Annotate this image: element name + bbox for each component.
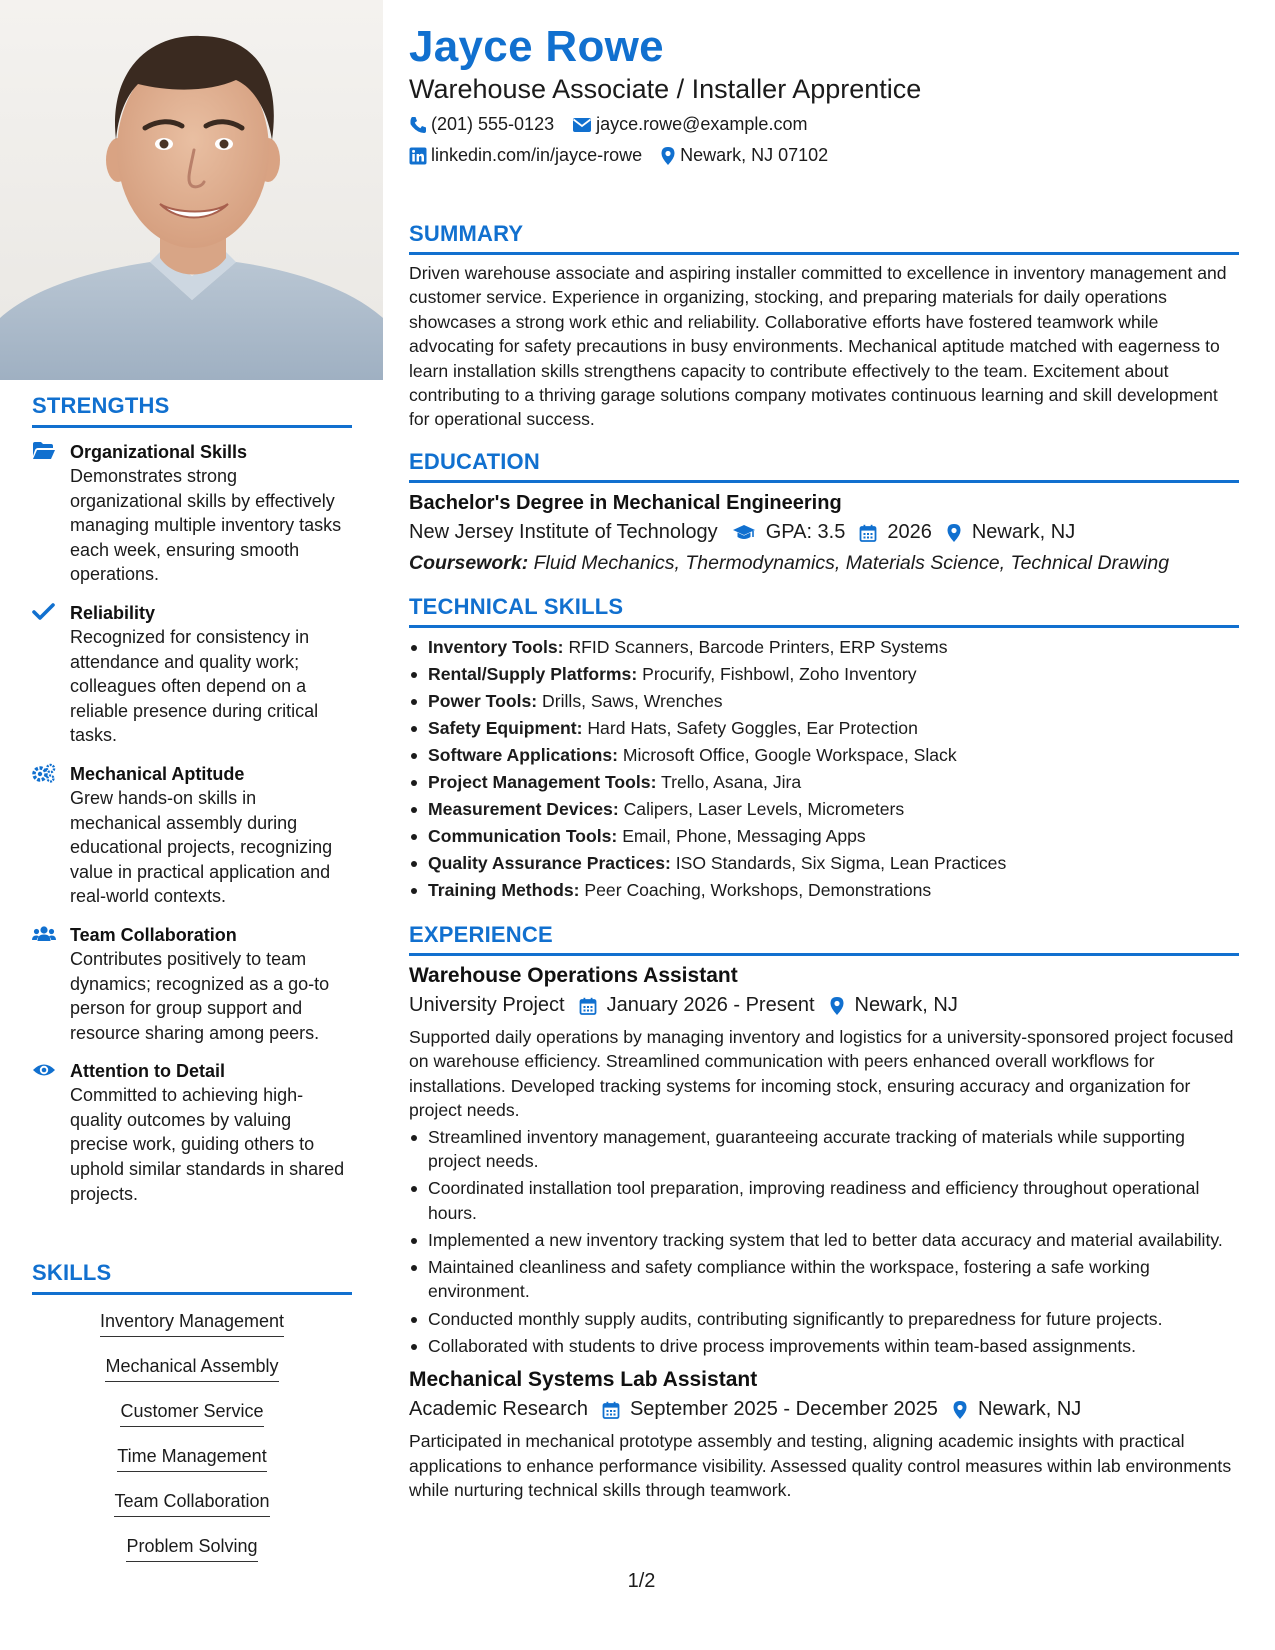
strengths-heading: STRENGTHS xyxy=(32,393,170,418)
summary-heading: SUMMARY xyxy=(409,221,524,246)
portrait-illustration xyxy=(0,0,383,380)
strength-title: Attention to Detail xyxy=(70,1061,225,1082)
strength-item xyxy=(32,440,352,587)
coursework-list: Fluid Mechanics, Thermodynamics, Materials Science, Technical Drawing xyxy=(533,552,1170,574)
strength-description: Grew hands-on skills in mechanical assembly during educational projects, recognizing value in practical application and real-world contexts. xyxy=(70,787,333,907)
linkedin-contact[interactable] xyxy=(409,145,642,166)
experience-section xyxy=(409,922,1239,1502)
skill-tag: Inventory Management xyxy=(100,1309,284,1337)
school-name: New Jersey Institute of Technology xyxy=(409,521,718,543)
map-pin-icon xyxy=(829,996,845,1016)
job-meta xyxy=(409,994,1239,1017)
summary-section xyxy=(409,221,1239,432)
list-item xyxy=(409,797,1239,821)
skill-values: Calipers, Laser Levels, Micrometers xyxy=(623,799,905,819)
calendar-icon xyxy=(859,524,877,542)
summary-divider xyxy=(409,252,1239,255)
skill-values: Hard Hats, Safety Goggles, Ear Protection xyxy=(587,718,918,738)
job-description: Participated in mechanical prototype assembly and testing, aligning academic insights with practical applications to enhance performance visibility. Assessed quality control measures within lab environments while nurturing technical skills through teamwork. xyxy=(409,1431,1232,1501)
list-item xyxy=(409,770,1239,794)
gears-icon xyxy=(32,763,56,783)
linkedin-icon xyxy=(409,147,427,165)
list-item xyxy=(409,851,1239,875)
strength-title: Team Collaboration xyxy=(70,924,237,945)
skill-category: Safety Equipment: xyxy=(428,718,583,738)
list-item xyxy=(409,662,1239,686)
job-location-item xyxy=(829,994,958,1017)
map-pin-icon xyxy=(660,146,676,166)
education-divider xyxy=(409,480,1239,483)
skill-tag: Team Collaboration xyxy=(114,1489,269,1517)
education-location-item xyxy=(946,521,1075,544)
list-item xyxy=(409,878,1239,902)
contact-row xyxy=(409,114,825,135)
job-organization: Academic Research xyxy=(409,1398,588,1421)
degree-title: Bachelor's Degree in Mechanical Engineering xyxy=(409,492,842,514)
skill-values: Procurify, Fishbowl, Zoho Inventory xyxy=(642,664,917,684)
list-item xyxy=(409,689,1239,713)
page-number: 1/2 xyxy=(627,1570,656,1592)
job-dates: September 2025 - December 2025 xyxy=(629,1398,938,1421)
skill-category: Measurement Devices: xyxy=(428,799,619,819)
profile-photo xyxy=(0,0,383,380)
calendar-icon xyxy=(602,1401,620,1419)
list-item: Maintained cleanliness and safety compliance within the workspace, fostering a safe working environment. xyxy=(409,1255,1239,1304)
list-item: Collaborated with students to drive process improvements within team-based assignments. xyxy=(409,1334,1239,1358)
skill-category: Software Applications: xyxy=(428,745,618,765)
job-organization: University Project xyxy=(409,994,565,1016)
skill-tag: Time Management xyxy=(117,1444,266,1472)
job-dates-item xyxy=(602,1398,938,1421)
job-bullets xyxy=(409,1125,1239,1359)
phone-contact xyxy=(409,114,554,135)
skill-category: Quality Assurance Practices: xyxy=(428,853,671,873)
check-icon xyxy=(32,602,56,622)
job-dates: January 2026 - Present xyxy=(606,994,815,1016)
linkedin-url[interactable]: linkedin.com/in/jayce-rowe xyxy=(431,145,643,165)
folder-open-icon xyxy=(32,441,56,461)
list-item xyxy=(409,635,1239,659)
strength-description: Committed to achieving high-quality outcomes by valuing precise work, guiding others to uphold similar standards in shared projects. xyxy=(70,1085,345,1204)
education-meta xyxy=(409,521,1239,544)
strength-title: Organizational Skills xyxy=(70,442,248,462)
technical-skills-heading: TECHNICAL SKILLS xyxy=(409,594,624,619)
skill-category: Power Tools: xyxy=(428,691,538,711)
job-location: Newark, NJ xyxy=(977,1398,1082,1421)
experience-heading: EXPERIENCE xyxy=(409,922,553,947)
strengths-section xyxy=(32,393,352,1206)
job-title: Mechanical Systems Lab Assistant xyxy=(409,1368,758,1392)
job-location: Newark, NJ xyxy=(854,994,958,1016)
phone-icon xyxy=(409,116,427,134)
strength-item xyxy=(32,762,352,909)
technical-skills-section xyxy=(409,594,1239,905)
technical-skills-divider xyxy=(409,625,1239,628)
job-location-item xyxy=(952,1398,1081,1421)
job-meta xyxy=(409,1398,1239,1421)
skill-values: Email, Phone, Messaging Apps xyxy=(622,826,866,846)
strength-description: Contributes positively to team dynamics; recognized as a go-to person for group support and resource sharing among peers. xyxy=(70,948,330,1043)
skill-tag: Problem Solving xyxy=(126,1534,257,1562)
map-pin-icon xyxy=(946,523,962,543)
location-text: Newark, NJ 07102 xyxy=(680,145,829,165)
envelope-icon xyxy=(572,117,592,133)
skill-values: Drills, Saws, Wrenches xyxy=(542,691,723,711)
skill-values: ISO Standards, Six Sigma, Lean Practices xyxy=(675,853,1007,873)
graduation-cap-icon xyxy=(732,524,756,542)
users-icon xyxy=(32,924,56,944)
email-contact[interactable] xyxy=(572,114,807,135)
skill-category: Project Management Tools: xyxy=(428,772,657,792)
strengths-divider xyxy=(32,425,352,428)
gpa-item xyxy=(732,521,846,544)
technical-skills-list xyxy=(409,635,1239,902)
job-entry xyxy=(409,964,1239,1358)
job-title: Warehouse Operations Assistant xyxy=(409,964,738,987)
strength-item xyxy=(32,601,352,748)
skill-category: Inventory Tools: xyxy=(428,637,564,657)
skill-values: Trello, Asana, Jira xyxy=(661,772,802,792)
skills-section xyxy=(32,1260,352,1579)
strength-description: Recognized for consistency in attendance and quality work; colleagues often depend on a reliable presence during critical tasks. xyxy=(70,626,319,746)
phone-number: (201) 555-0123 xyxy=(431,114,555,134)
skill-tag: Mechanical Assembly xyxy=(105,1354,278,1382)
gpa-value: GPA: 3.5 xyxy=(765,521,846,543)
skill-values: Peer Coaching, Workshops, Demonstrations xyxy=(584,880,932,900)
summary-text: Driven warehouse associate and aspiring installer committed to excellence in inventory management and customer service. Experience in organizing, stocking, and preparing materials for daily operations showcases a strong work ethic and reliability. Collaborative efforts have fostered teamwork while advocating for safety precautions in busy environments. Mechanical aptitude matched with eagerness to learn installation skills strengthens capacity to contribute effectively to the team. Excitement about contributing to a thriving garage solutions company motivates continuous learning and skill development for operational success. xyxy=(409,263,1227,430)
strength-description: Demonstrates strong organizational skills by effectively managing multiple inventory tasks each week, ensuring smooth operations. xyxy=(70,466,342,585)
skill-values: Microsoft Office, Google Workspace, Slack xyxy=(622,745,957,765)
coursework-label: Coursework: xyxy=(409,552,529,574)
skills-list xyxy=(32,1309,352,1579)
skills-heading: SKILLS xyxy=(32,1260,112,1285)
list-item xyxy=(409,824,1239,848)
education-location: Newark, NJ xyxy=(971,521,1076,543)
strength-title: Reliability xyxy=(70,602,156,623)
experience-divider xyxy=(409,953,1239,956)
job-description: Supported daily operations by managing inventory and logistics for a university-sponsored project focused on warehouse efficiency. Streamlined communication with peers enhanced overall workflows for installations. Developed tracking systems for incoming stock, ensuring accuracy and organization for project needs. xyxy=(409,1027,1234,1121)
sidebar xyxy=(0,0,383,1650)
job-entry xyxy=(409,1368,1239,1502)
skill-category: Communication Tools: xyxy=(428,826,618,846)
email-address[interactable]: jayce.rowe@example.com xyxy=(596,114,808,134)
list-item: Streamlined inventory management, guaranteeing accurate tracking of materials while supporting project needs. xyxy=(409,1125,1239,1174)
list-item xyxy=(409,743,1239,767)
job-dates-item xyxy=(579,994,815,1017)
strength-item xyxy=(32,923,352,1045)
coursework-line xyxy=(409,552,1239,575)
contact-row xyxy=(409,145,846,166)
eye-icon xyxy=(32,1060,56,1080)
skill-values: RFID Scanners, Barcode Printers, ERP Systems xyxy=(568,637,948,657)
location-contact xyxy=(660,145,828,166)
skills-divider xyxy=(32,1292,352,1295)
map-pin-icon xyxy=(952,1400,968,1420)
strength-item xyxy=(32,1059,352,1206)
education-heading: EDUCATION xyxy=(409,449,540,474)
candidate-role: Warehouse Associate / Installer Apprentice xyxy=(409,74,922,104)
skill-category: Training Methods: xyxy=(428,880,580,900)
education-section xyxy=(409,449,1239,575)
list-item: Conducted monthly supply audits, contributing significantly to preparedness for future projects. xyxy=(409,1307,1239,1331)
candidate-name: Jayce Rowe xyxy=(409,22,664,71)
strength-title: Mechanical Aptitude xyxy=(70,763,245,784)
skill-tag: Customer Service xyxy=(120,1399,263,1427)
skill-category: Rental/Supply Platforms: xyxy=(428,664,638,684)
year-item xyxy=(859,521,932,544)
calendar-icon xyxy=(579,997,597,1015)
graduation-year: 2026 xyxy=(887,521,932,543)
list-item: Coordinated installation tool preparation, improving readiness and efficiency throughout operational hours. xyxy=(409,1176,1239,1225)
list-item: Implemented a new inventory tracking system that led to better data accuracy and material availability. xyxy=(409,1228,1239,1252)
list-item xyxy=(409,716,1239,740)
